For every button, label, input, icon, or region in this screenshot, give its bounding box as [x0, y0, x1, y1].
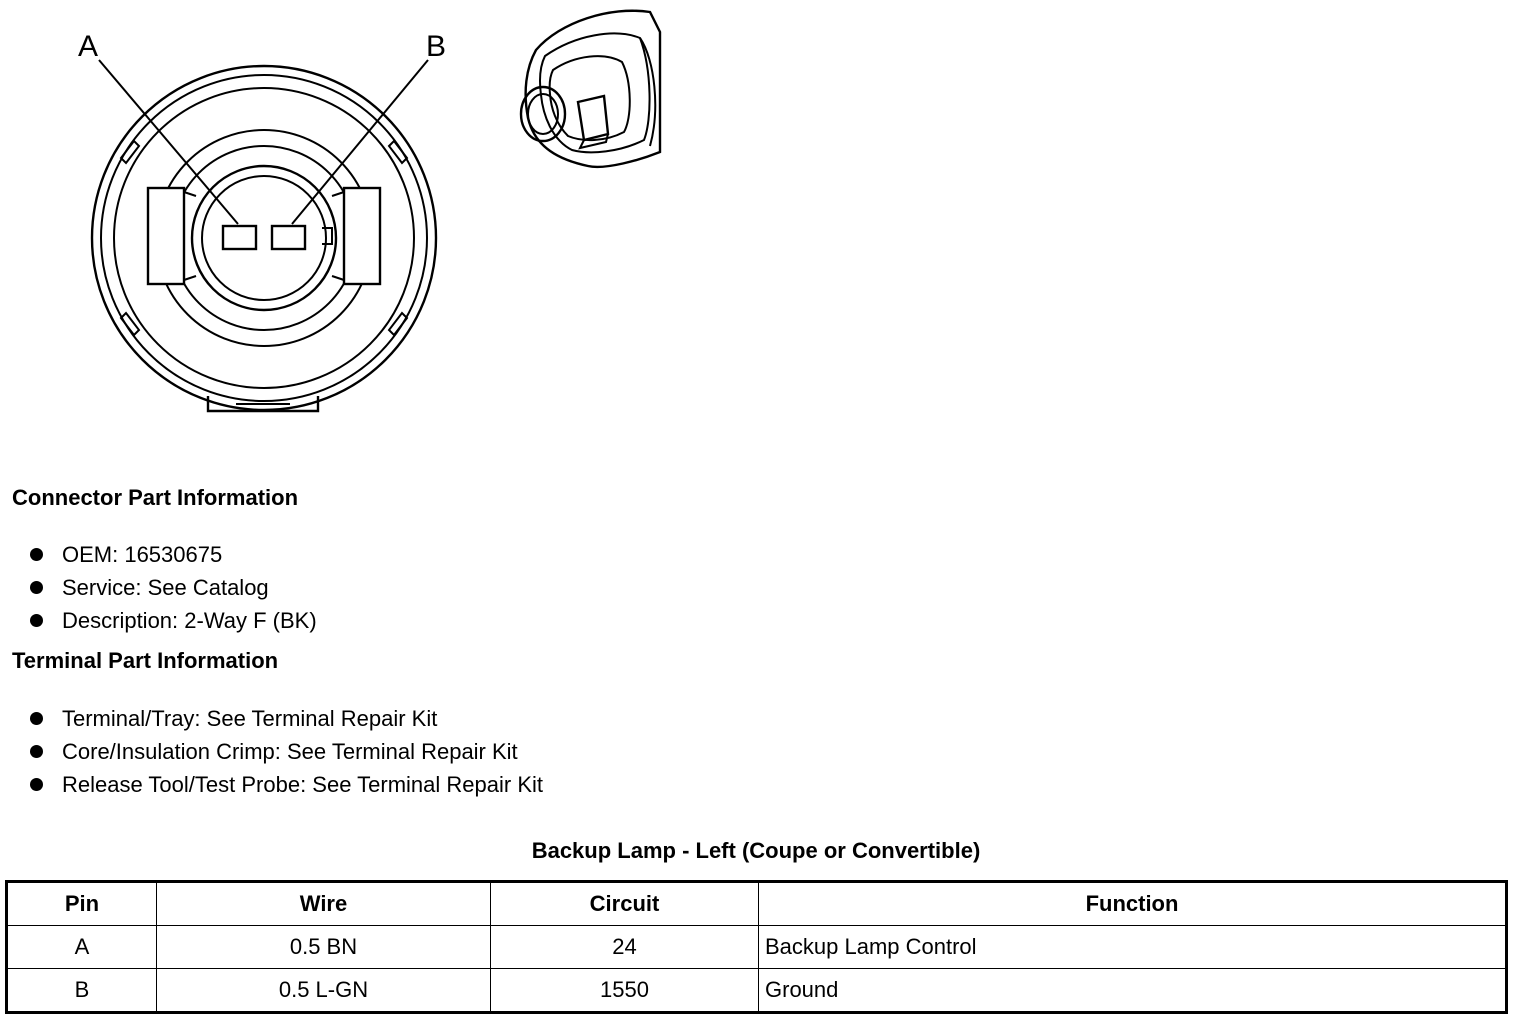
cell-pin: B	[7, 969, 157, 1013]
header-function: Function	[759, 882, 1507, 926]
cavity-b	[272, 226, 305, 249]
terminal-tray-info: Terminal/Tray: See Terminal Repair Kit	[62, 705, 438, 731]
terminal-part-info-list	[30, 702, 543, 801]
cell-circuit: 1550	[491, 969, 759, 1013]
connector-diagram	[0, 0, 720, 440]
pin-table	[5, 880, 1508, 1014]
terminal-cavities	[223, 226, 305, 249]
header-pin: Pin	[7, 882, 157, 926]
bullet-icon	[30, 581, 43, 594]
crimp-info: Core/Insulation Crimp: See Terminal Repair Kit	[62, 738, 518, 764]
bullet-icon	[30, 778, 43, 791]
cell-function: Ground	[759, 969, 1507, 1013]
list-item	[30, 571, 317, 604]
table-row	[7, 969, 1507, 1013]
list-item	[30, 768, 543, 801]
cell-circuit: 24	[491, 926, 759, 969]
cavity-a	[223, 226, 256, 249]
table-caption: Backup Lamp - Left (Coupe or Convertible)	[531, 838, 981, 863]
cell-pin: A	[7, 926, 157, 969]
list-item	[30, 604, 317, 637]
connector-face-view	[92, 66, 436, 411]
bullet-icon	[30, 745, 43, 758]
oem-number: OEM: 16530675	[62, 541, 223, 567]
header-wire: Wire	[157, 882, 491, 926]
pin-label-b: B	[425, 30, 447, 63]
pin-label-a: A	[77, 30, 99, 63]
list-item	[30, 702, 543, 735]
cell-function: Backup Lamp Control	[759, 926, 1507, 969]
bullet-icon	[30, 614, 43, 627]
bullet-icon	[30, 548, 43, 561]
header-circuit: Circuit	[491, 882, 759, 926]
terminal-part-info-heading: Terminal Part Information	[12, 648, 279, 673]
connector-3d-view	[521, 11, 660, 167]
connector-part-info-heading: Connector Part Information	[12, 485, 299, 510]
table-header-row	[7, 882, 1507, 926]
table-row	[7, 926, 1507, 969]
cell-wire: 0.5 BN	[157, 926, 491, 969]
release-tool-info: Release Tool/Test Probe: See Terminal Repair Kit	[62, 771, 543, 797]
list-item	[30, 735, 543, 768]
bullet-icon	[30, 712, 43, 725]
cell-wire: 0.5 L-GN	[157, 969, 491, 1013]
service-info: Service: See Catalog	[62, 574, 269, 600]
connector-description: Description: 2-Way F (BK)	[62, 607, 317, 633]
connector-part-info-list	[30, 538, 317, 637]
list-item	[30, 538, 317, 571]
